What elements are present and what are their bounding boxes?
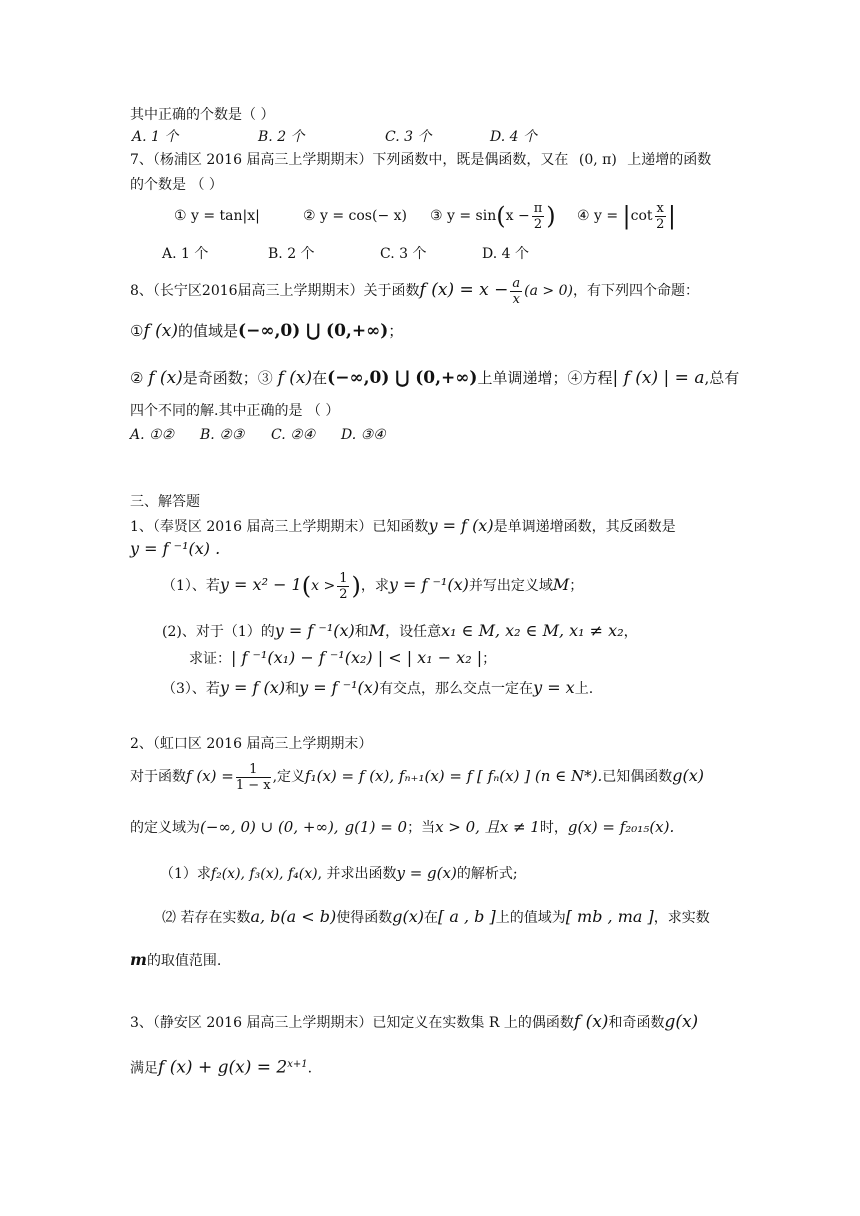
q8-prop-2-text: 是奇函数；③ (182, 369, 273, 387)
s1-part-1: （1）、若y = x² − 1(x > $\frac{1}{2}$ )，求y = f ⁻¹(x)并写出定义域M； (162, 570, 584, 602)
s1-p1-tail: 并写出定义域 (468, 578, 553, 594)
s1-p3-tail: 有交点，那么交点一定在 (379, 681, 534, 697)
s3-l1-g: g(x) (664, 1012, 699, 1032)
fraction-numerator: a (512, 275, 521, 291)
s2-line2 (130, 818, 674, 837)
q6-option-b: B. 2 个 (258, 129, 305, 145)
fraction-numerator: 1 (236, 762, 271, 778)
s1-p3-inv: y = f ⁻¹(x) (299, 678, 380, 697)
s2-l1-def: f₁(x) = f (x), fₙ₊₁(x) = f [ fₙ(x) ] (n ∈ N*). (305, 767, 603, 785)
s1-p1-inv: y = f ⁻¹(x) (388, 575, 469, 594)
s2-l2-g1: g(1) = 0 (344, 818, 408, 836)
s2-l1-mid: ,定义 (272, 769, 306, 785)
s2-l1-tail: 已知偶函数 (602, 769, 673, 785)
q7-item-1: ① y = tan|x| (174, 208, 260, 224)
s1-p2-mid: 和 (354, 624, 369, 640)
q8-line1 (130, 272, 699, 309)
s1-stem-tail: 是单调递增函数，其反函数是 (493, 519, 676, 535)
fraction-denominator: 2 (656, 216, 665, 232)
q6-option-c: C. 3 个 (385, 129, 432, 145)
s2-p2-range: 上的值域为 (495, 910, 566, 926)
s1-p2-prove: 求证： (189, 651, 231, 667)
s2-l2-eq: g(x) = f₂₀₁₅(x). (567, 818, 675, 836)
q8-option-a: A. ①② (130, 427, 175, 443)
q8-option-d: D. ③④ (341, 427, 386, 443)
s1-stem: 1、（奉贤区 2016 届高三上学期期末）已知函数 (130, 519, 429, 535)
s3-l1: 3、（静安区 2016 届高三上学期期末）已知定义在实数集 R 上的偶函数 (130, 1015, 574, 1031)
s1-p2-M: M (368, 621, 386, 640)
s1-p3-mid: 和 (285, 681, 300, 697)
q8-prop-3-text: 在 (312, 369, 328, 387)
q8-prop-3-tail: 上单调递增；④方程 (477, 369, 613, 387)
q7-item-3: ③ y = sin(x − $\frac{\pi}{2}$ ) (430, 200, 556, 232)
s1-p1-pre: （1）、若 (162, 578, 220, 594)
s1-p1-eq: y = x² − 1 (219, 575, 302, 594)
section-title: 三、解答题 (130, 494, 200, 510)
s2-l2-cond: x > 0, 且x ≠ 1 (435, 818, 540, 836)
q7-item-3-func: ③ y = sin (430, 208, 497, 224)
q6-option-a: A. 1 个 (132, 129, 179, 145)
s2-l1-fraction (236, 762, 271, 793)
fraction-denominator: x (512, 291, 520, 307)
s3-l2-end: . (307, 1060, 313, 1077)
s2-l1-f: f (x) = (186, 767, 234, 785)
q8-prop-4-tail: ,总有 (704, 369, 740, 387)
q8-prop-2-num: ② (130, 369, 144, 387)
q7-line2: 的个数是 （ ） (130, 177, 223, 193)
q8-func-fraction (510, 276, 522, 307)
q8-prop-1-end: ； (388, 322, 404, 340)
q8-prop-1-num: ① (130, 322, 144, 340)
s2-l1-pre: 对于函数 (130, 769, 186, 785)
q6-stem: 其中正确的个数是（ ） (130, 107, 275, 123)
s1-p1-fraction (337, 571, 349, 602)
s2-p2-mid: 使得函数 (336, 910, 393, 926)
s2-p2-int: [ a , b ] (438, 907, 496, 926)
s1-p2-pre: (2)、对于（1）的 (162, 624, 275, 640)
q8-prop-3-set: (−∞,0) ⋃ (0,+∞) (327, 368, 478, 388)
q7-option-d: D. 4 个 (482, 246, 529, 262)
s1-p1-cond: x > (311, 578, 336, 594)
q8-prop-2-func: f (x) (148, 368, 183, 388)
s3-l1-and: 和奇函数 (608, 1015, 665, 1031)
q7-stem-tail: 上递增的函数 (627, 152, 712, 168)
s1-p2-end: ， (623, 624, 638, 640)
s2-l1-g: g(x) (672, 766, 704, 785)
s1-p3-line: y = x (533, 678, 575, 697)
s2-p2-m: m (130, 950, 147, 969)
q7-item-4-func: ④ y = (577, 208, 623, 224)
q7-item-3-pre: x − (505, 208, 530, 224)
q6-option-d: D. 4 个 (490, 129, 537, 145)
q8-prop-1-text: 的值域是 (178, 322, 239, 340)
s1-part-2-prove (189, 649, 496, 668)
s1-p1-mid: ，求 (360, 578, 389, 594)
s2-line1 (130, 756, 704, 797)
s1-p1-M: M (552, 575, 570, 594)
fraction-numerator: x (656, 200, 664, 216)
s3-l2-exp: x+1 (287, 1059, 308, 1070)
q8-stem: 8、（长宁区2016届高三上学期期末）关于函数 (130, 283, 420, 299)
s1-p2-prove-end: ； (482, 651, 497, 667)
s3-line2 (130, 1056, 312, 1078)
s1-p2-inv: y = f ⁻¹(x) (274, 621, 355, 640)
fraction-denominator: 1 − x (235, 777, 271, 793)
q7-item-4-pre: cot (630, 208, 653, 224)
q8-prop-3-func: f (x) (277, 368, 313, 388)
s3-l1-f: f (x) (573, 1012, 609, 1032)
fraction-denominator: 2 (533, 216, 543, 232)
q8-option-c: C. ②④ (271, 427, 316, 443)
s1-p3-f: y = f (x) (219, 678, 286, 697)
s2-p1-pre: （1）求 (160, 866, 211, 882)
s1-p3-pre: （3）、若 (162, 681, 220, 697)
s2-title: 2、（虹口区 2016 届高三上学期期末） (130, 736, 373, 752)
fraction-numerator: 1 (339, 570, 348, 586)
q8-prop-1-set: (−∞,0) ⋃ (0,+∞) (238, 321, 389, 341)
q7-line1 (130, 151, 711, 169)
q7-item-3-fraction (532, 201, 545, 232)
s2-p2-ab: a, b(a < b) (250, 907, 337, 926)
s3-l2-eq: f (x) + g(x) = 2 (158, 1057, 288, 1078)
q7-interval: (0, π) (578, 152, 617, 168)
s2-p2-end: 的取值范围. (146, 953, 222, 969)
s2-l2-mid: ；当 (407, 820, 436, 836)
q8-line-last: 四个不同的解.其中正确的是 （ ） (130, 403, 340, 419)
q7-stem: 7、（杨浦区 2016 届高三上学期期末）下列函数中，既是偶函数，又在 (130, 152, 569, 168)
s2-p2-tail: ，求实数 (653, 910, 710, 926)
s1-part-2 (162, 622, 638, 641)
q7-option-c: C. 3 个 (380, 246, 427, 262)
q7-item-4: ④ y = |cot $\frac{x}{2}$ | (577, 200, 676, 232)
fraction-denominator: 2 (339, 586, 348, 602)
s1-p2-set: x₁ ∈ M, x₂ ∈ M, x₁ ≠ x₂ (441, 621, 624, 640)
s2-p2-val: [ mb , ma ] (565, 907, 654, 926)
q7-option-b: B. 2 个 (268, 246, 315, 262)
s2-p1-fs: f₂(x), f₃(x), f₄(x) (210, 866, 318, 882)
fraction-numerator: π (533, 200, 543, 216)
s2-p2-pre: ⑵ 若存在实数 (162, 910, 251, 926)
q8-stem-tail: ，有下列四个命题： (572, 283, 699, 299)
s2-part-2-end (130, 951, 221, 970)
q8-func-lhs: f (x) = x − (419, 280, 509, 300)
q8-prop-1-func: f (x) (143, 321, 179, 341)
s2-l2-dom: (−∞, 0) ∪ (0, +∞), (200, 818, 339, 836)
s2-l2-pre: 的定义域为 (130, 820, 200, 836)
q7-item-4-fraction (655, 201, 666, 232)
s2-l2-when: 时， (539, 820, 568, 836)
s1-func: y = f (x) (428, 516, 494, 535)
s1-line2: y = f ⁻¹(x) . (130, 539, 221, 558)
s1-line1 (130, 517, 676, 536)
s2-p2-in: 在 (424, 910, 438, 926)
s2-part-1 (160, 864, 518, 883)
s2-p2-g: g(x) (392, 907, 424, 926)
s1-p2-tail: ，设任意 (385, 624, 442, 640)
s2-part-2 (162, 908, 710, 927)
q7-item-2: ② y = cos(− x) (303, 208, 407, 224)
q8-prop-2-4 (130, 369, 739, 387)
s2-p1-g: y = g(x) (396, 864, 457, 882)
q8-prop-1 (130, 322, 403, 340)
s2-p1-end: 的解析式; (456, 866, 518, 882)
s2-p1-tail: , 并求出函数 (317, 866, 397, 882)
s3-l2-pre: 满足 (130, 1060, 158, 1077)
q7-option-a: A. 1 个 (162, 246, 209, 262)
q8-prop-4-eq: | f (x) | = a (612, 368, 705, 388)
q8-func-cond: (a > 0) (524, 283, 573, 299)
s3-line1 (130, 1013, 698, 1032)
s1-p1-end: ； (569, 578, 584, 594)
s1-part-3 (162, 679, 593, 698)
s1-p2-ineq: | f ⁻¹(x₁) − f ⁻¹(x₂) | < | x₁ − x₂ | (231, 648, 483, 667)
q8-option-b: B. ②③ (200, 427, 245, 443)
s1-p3-end: 上. (574, 681, 594, 697)
